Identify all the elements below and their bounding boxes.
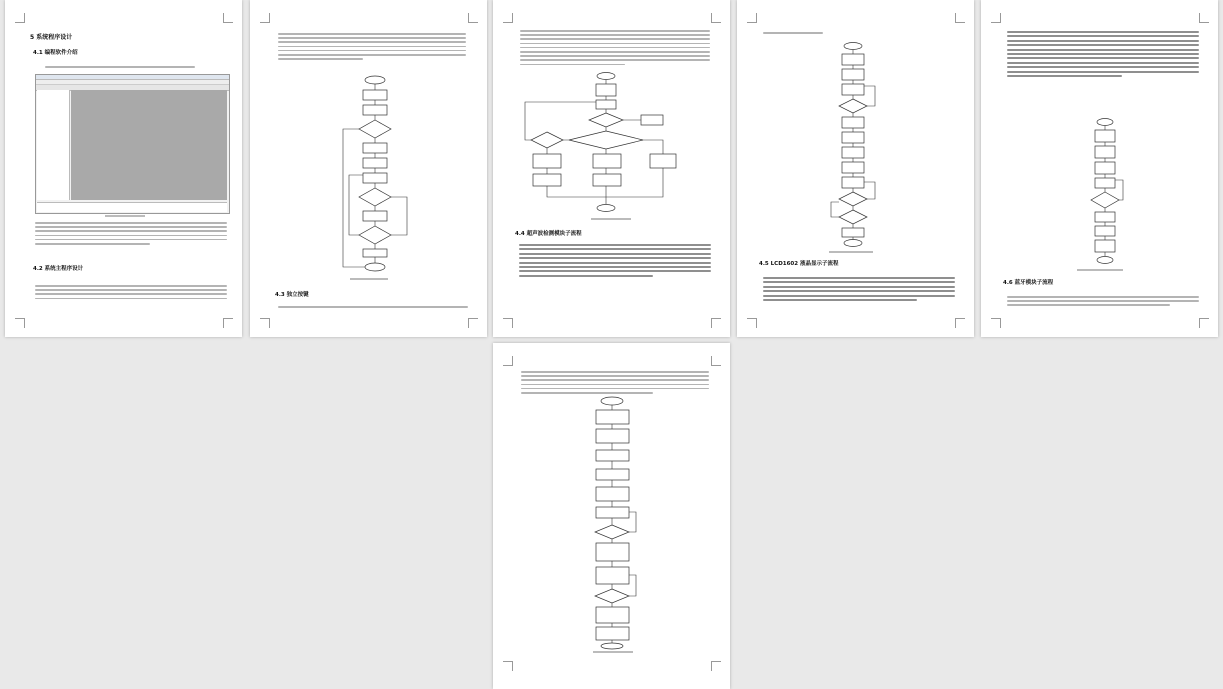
ultrasonic-flowchart: [523, 72, 698, 214]
software-screenshot-figure: [35, 74, 230, 214]
document-page-6: [493, 343, 730, 689]
bluetooth-flowchart: [589, 397, 639, 647]
subsection-heading: 4.3 独立按键: [275, 292, 309, 298]
paragraph: [1007, 296, 1199, 309]
figure-caption: [829, 251, 873, 253]
figure-caption: [350, 278, 388, 280]
subsection-heading: 4.4 超声波检测模块子流程: [515, 231, 582, 237]
document-page-4: [737, 0, 974, 337]
figure-caption: [593, 651, 633, 653]
lcd-display-flowchart: [1085, 118, 1125, 266]
document-page-5: [981, 0, 1218, 337]
figure-caption: [1077, 269, 1123, 271]
paragraph: [278, 306, 468, 310]
paragraph: [521, 371, 709, 396]
subsection-heading: 4.1 编程软件介绍: [33, 50, 78, 56]
paragraph: [519, 244, 711, 279]
subsection-heading: 4.2 系统主程序设计: [33, 266, 84, 272]
subsection-heading: 4.5 LCD1602 液晶显示子流程: [759, 261, 839, 267]
document-page-1: [5, 0, 242, 337]
paragraph: [35, 222, 227, 247]
main-program-flowchart: [335, 75, 415, 273]
document-page-2: [250, 0, 487, 337]
paragraph: [1007, 31, 1199, 79]
lcd-flowchart: [827, 42, 879, 247]
document-page-3: [493, 0, 730, 337]
paragraph: [45, 66, 195, 70]
subsection-heading: 4.6 蓝牙模块子流程: [1003, 280, 1054, 286]
figure-caption: [105, 215, 145, 217]
paragraph: [35, 285, 227, 302]
paragraph: [763, 32, 823, 36]
paragraph: [278, 33, 466, 62]
paragraph: [763, 277, 955, 303]
paragraph: [520, 30, 710, 68]
section-heading: 5 系统程序设计: [30, 34, 73, 41]
figure-caption: [591, 218, 631, 220]
